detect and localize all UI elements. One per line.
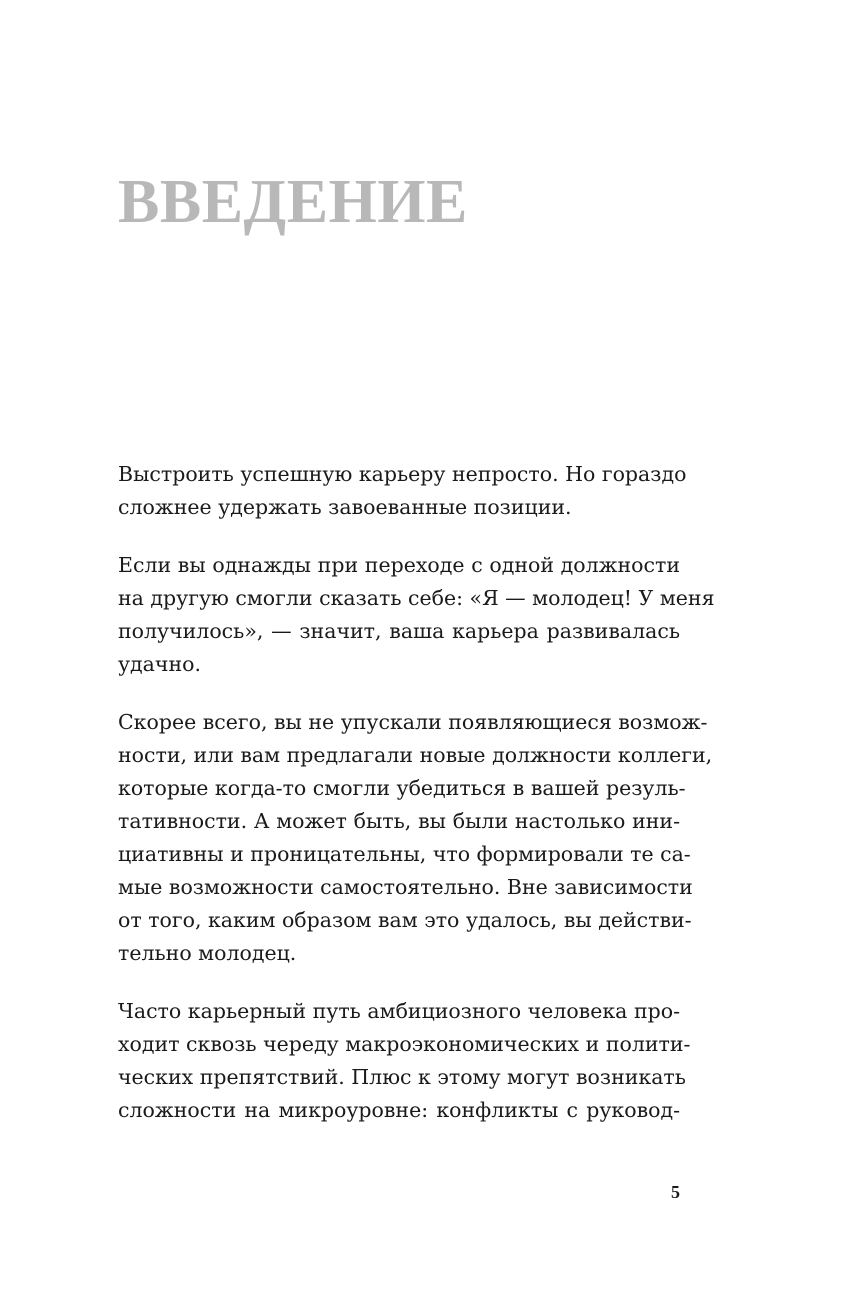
text-line: мые возможности самостоятельно. Вне зависимости <box>118 875 693 899</box>
text-line: циативны и проницательны, что формировали те са- <box>118 842 691 866</box>
text-line: ческих препятствий. Плюс к этому могут возникать <box>118 1065 686 1089</box>
paragraph <box>118 458 687 524</box>
text-line: тельно молодец. <box>118 941 297 965</box>
paragraph <box>118 995 691 1127</box>
text-line: сложности на микроуровне: конфликты с руковод- <box>118 1098 680 1122</box>
text-line: которые когда-то смогли убедиться в вашей резуль- <box>118 776 686 800</box>
text-line: ходит сквозь череду макроэкономических и полити- <box>118 1032 691 1056</box>
text-line: сложнее удержать завоеванные позиции. <box>118 495 572 519</box>
text-line: от того, каким образом вам это удалось, вы действи- <box>118 908 692 932</box>
text-line: Скорее всего, вы не упускали появляющиеся возмож- <box>118 710 708 734</box>
text-line: на другую смогли сказать себе: «Я — молодец! У меня <box>118 586 715 610</box>
text-line: Если вы однажды при переходе с одной должности <box>118 553 680 577</box>
body-text <box>118 458 715 1152</box>
text-line: получилось», — значит, ваша карьера развивалась <box>118 619 680 643</box>
text-line: Выстроить успешную карьеру непросто. Но гораздо <box>118 462 687 486</box>
paragraph <box>118 706 713 970</box>
text-line: Часто карьерный путь амбициозного человека про- <box>118 999 680 1023</box>
page-number: 5 <box>671 1182 680 1202</box>
paragraph <box>118 549 715 681</box>
page-title: ВВЕДЕНИЕ <box>118 168 468 236</box>
text-line: тативности. А может быть, вы были настолько ини- <box>118 809 680 833</box>
text-line: ности, или вам предлагали новые должности коллеги, <box>118 743 713 767</box>
text-line: удачно. <box>118 652 201 676</box>
